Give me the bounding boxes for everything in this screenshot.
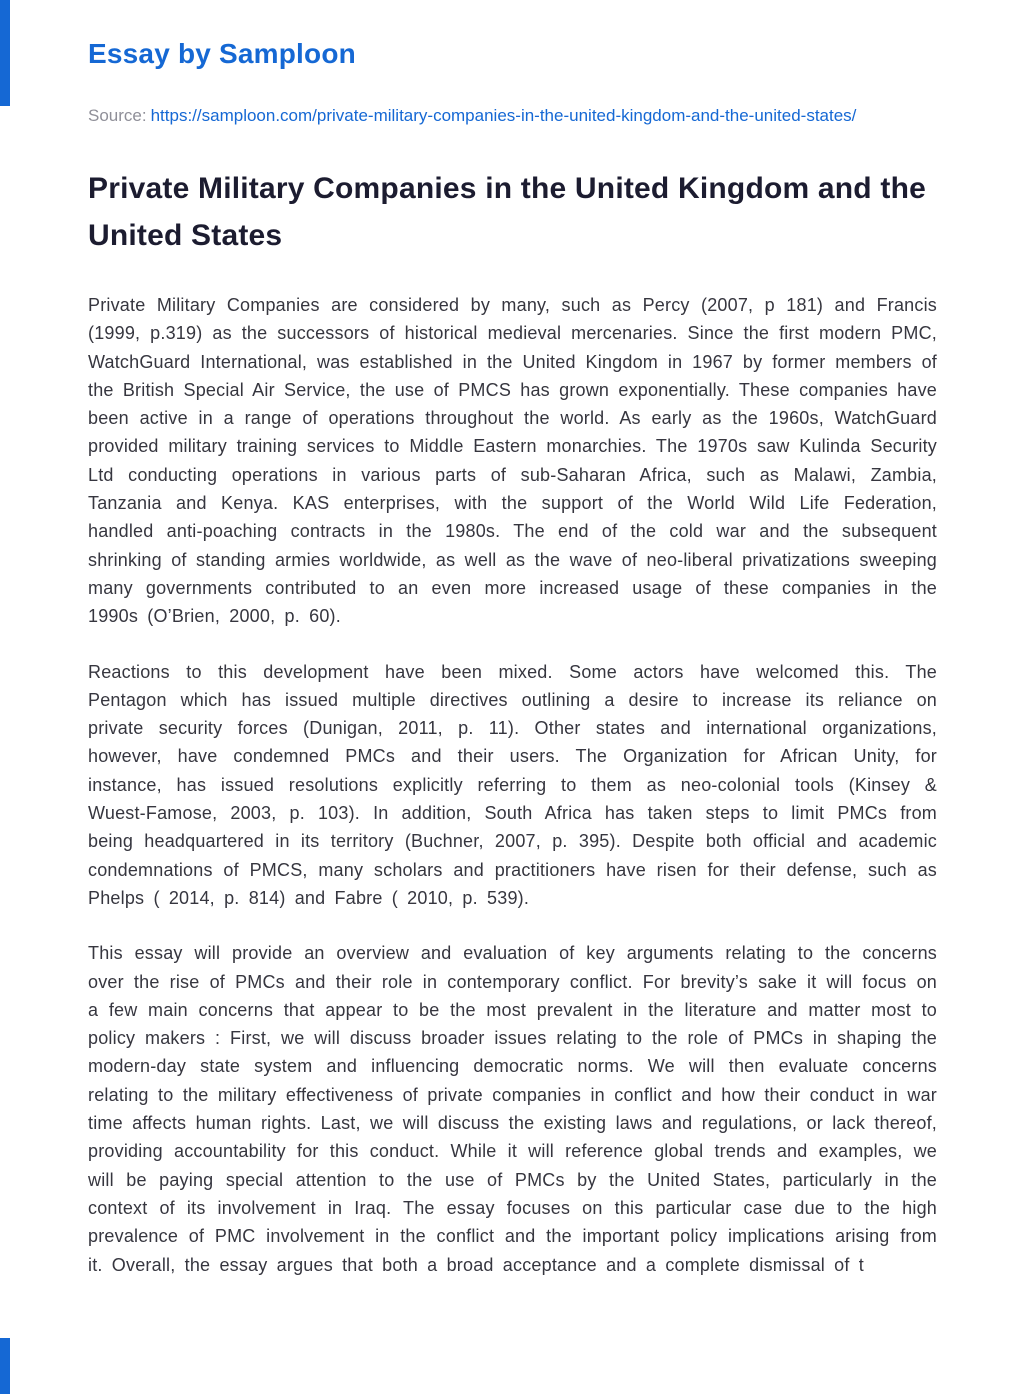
essay-paragraph: Private Military Companies are considered by many, such as Percy (2007, p 181) and Francis (1999, p.319) as the successors of historical medieval mercenaries. Since the first modern PMC, WatchGuard International, was established in the United Kingdom in 1967 by former members of the British Special Air Service, the use of PMCS has grown exponentially. These companies have been active in a range of operations throughout the world. As early as the 1960s, WatchGuard provided military training services to Middle Eastern monarchies. The 1970s saw Kulinda Security Ltd conducting operations in various parts of sub-Saharan Africa, such as Malawi, Zambia, Tanzania and Kenya. KAS enterprises, with the support of the World Wild Life Federation, handled anti-poaching contracts in the 1980s. The end of the cold war and the subsequent shrinking of standing armies worldwide, as well as the wave of neo-liberal privatizations sweeping many governments contributed to an even more increased usage of these companies in the 1990s (O’Brien, 2000, p. 60). <box>88 295 937 627</box>
accent-bar-top <box>0 0 10 106</box>
essay-paragraph: Reactions to this development have been mixed. Some actors have welcomed this. The Pentagon which has issued multiple directives outlining a desire to increase its reliance on private security forces (Dunigan, 2011, p. 11). Other states and international organizations, however, have condemned PMCs and their users. The Organization for African Unity, for instance, has issued resolutions explicitly referring to them as neo-colonial tools (Kinsey & Wuest-Famose, 2003, p. 103). In addition, South Africa has taken steps to limit PMCs from being headquartered in its territory (Buchner, 2007, p. 395). Despite both official and academic condemnations of PMCS, many scholars and practitioners have risen for their defense, such as Phelps ( 2014, p. 814) and Fabre ( 2010, p. 539). <box>88 661 937 908</box>
essay-paragraph: This essay will provide an overview and evaluation of key arguments relating to the concerns over the rise of PMCs and their role in contemporary conflict. For brevity’s sake it will focus on a few main concerns that appear to be the most prevalent in the literature and matter most to policy makers : First, we will discuss broader issues relating to the role of PMCs in shaping the modern-day state system and influencing democratic norms. We will then evaluate concerns relating to the military effectiveness of private companies in conflict and how their conduct in war time affects human rights. Last, we will discuss the existing laws and regulations, or lack thereof, providing accountability for this conduct. While it will reference global trends and examples, we will be paying special attention to the use of PMCs by the United States, particularly in the context of its involvement in Iraq. The essay focuses on this particular case due to the high prevalence of PMC involvement in the conflict and the important policy implications arising from it. Overall, the essay argues that both a broad acceptance and a complete dismissal of t <box>88 943 937 1275</box>
source-label: Source: <box>88 106 147 125</box>
essay-title: Private Military Companies in the United Kingdom and the United States <box>88 172 926 252</box>
accent-bar-bottom <box>0 1338 10 1394</box>
source-line <box>88 102 937 129</box>
brand-heading: Essay by Samploon <box>88 38 356 69</box>
essay-body <box>88 291 937 1279</box>
source-link[interactable]: https://samploon.com/private-military-companies-in-the-united-kingdom-and-the-united-states/ <box>150 106 857 125</box>
